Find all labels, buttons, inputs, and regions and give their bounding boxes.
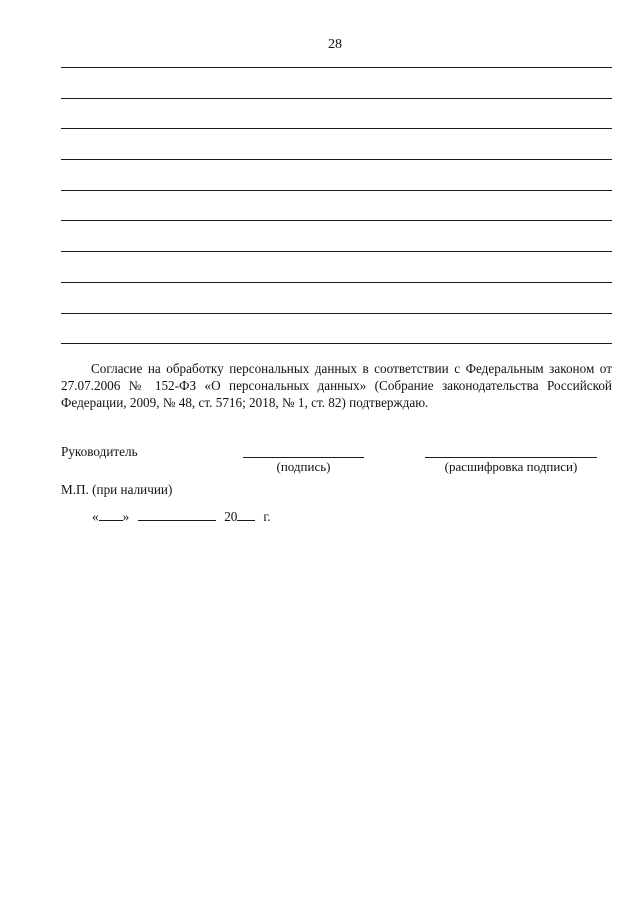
signature-decoding-field-line[interactable] <box>425 457 597 458</box>
role-label: Руководитель <box>61 444 138 459</box>
date-open-quote: « <box>92 509 99 524</box>
ruled-line <box>61 251 612 252</box>
ruled-line <box>61 67 612 68</box>
year-suffix: г. <box>263 509 271 524</box>
ruled-line <box>61 313 612 314</box>
date-close-quote: » <box>122 509 130 524</box>
consent-statement: Согласие на обработку персональных данных в соответствии с Федеральным законом от 27.07.2006 № 152-ФЗ «О персональных данных» (Собрание законодательства Российской Федерации, 2009, № 48, ст. 5716; 2018, № 1, ст. 82) подтверждаю. <box>61 361 612 410</box>
ruled-line <box>61 159 612 160</box>
ruled-line <box>61 343 612 344</box>
ruled-line <box>61 282 612 283</box>
stamp-label: М.П. (при наличии) <box>61 482 173 497</box>
signature-field-line[interactable] <box>243 457 364 458</box>
day-field[interactable] <box>99 509 123 521</box>
signature-decoding-caption: (расшифровка подписи) <box>444 459 578 474</box>
ruled-line <box>61 98 612 99</box>
page-number: 28 <box>328 37 342 52</box>
signature-caption: (подпись) <box>276 459 331 474</box>
year-field[interactable] <box>237 509 255 521</box>
year-prefix: 20 <box>224 509 238 524</box>
ruled-line <box>61 220 612 221</box>
month-field[interactable] <box>138 509 216 521</box>
ruled-line <box>61 190 612 191</box>
ruled-line <box>61 128 612 129</box>
date-line <box>92 509 271 525</box>
